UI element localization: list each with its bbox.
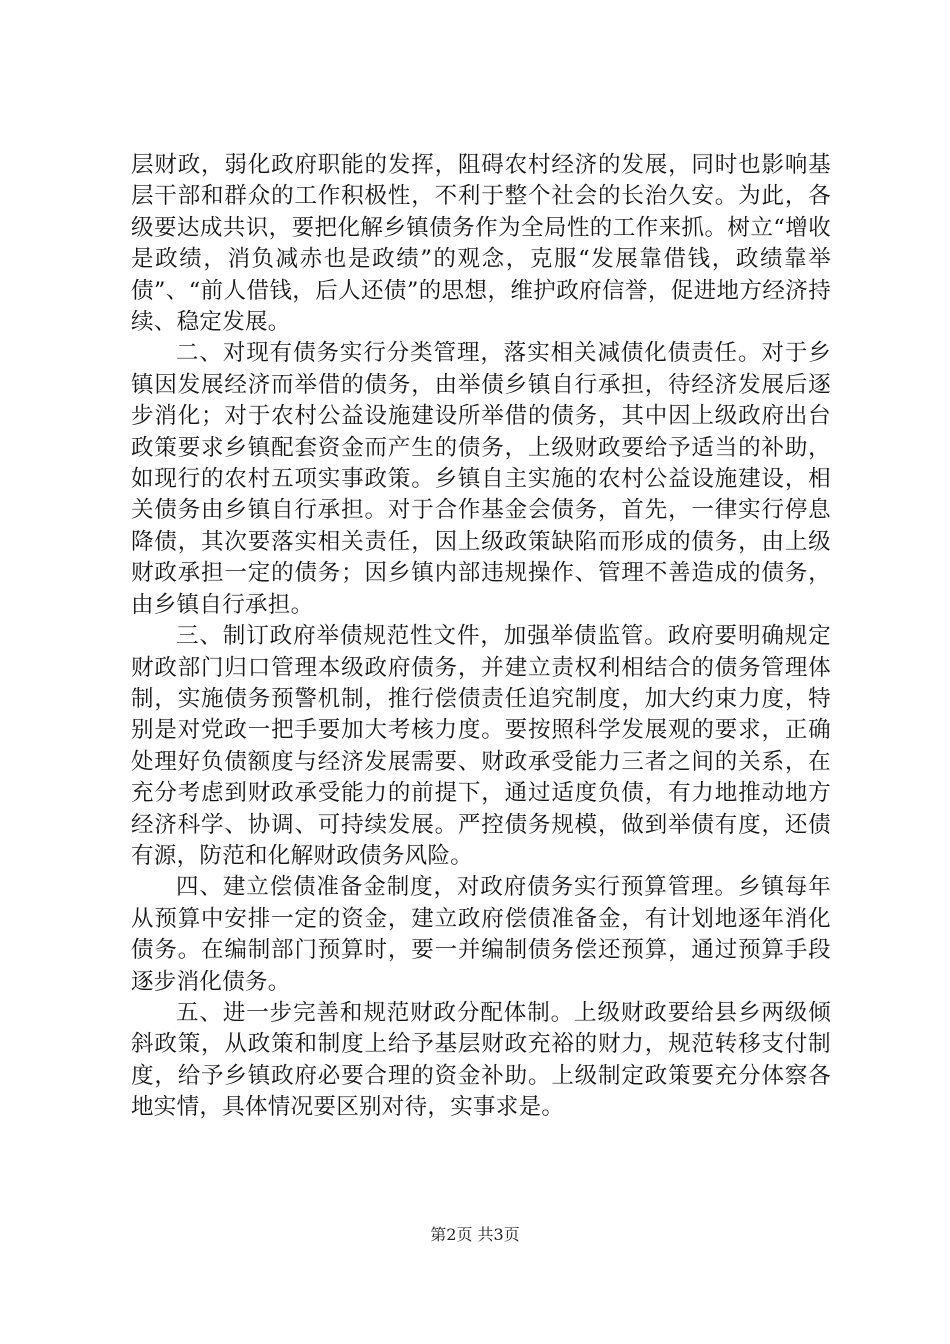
paragraph-section-4: 四、建立偿债准备金制度，对政府债务实行预算管理。乡镇每年从预算中安排一定的资金，建立政府偿债准备金，有计划地逐年消化债务。在编制部门预算时，要一并编制债务偿还预算，通过预算手段逐步消化债务。 <box>131 874 831 995</box>
paragraph-section-2: 二、对现有债务实行分类管理，落实相关减债化债责任。对于乡镇因发展经济而举借的债务，由举债乡镇自行承担，待经济发展后逐步消化；对于农村公益设施建设所举借的债务，其中因上级政府出台政策要求乡镇配套资金而产生的债务，上级财政要给予适当的补助，如现行的农村五项实事政策。乡镇自主实施的农村公益设施建设，相关债务由乡镇自行承担。对于合作基金会债务，首先，一律实行停息降债，其次要落实相关责任，因上级政策缺陷而形成的债务，由上级财政承担一定的债务；因乡镇内部违规操作、管理不善造成的债务，由乡镇自行承担。 <box>131 340 831 618</box>
paragraph-section-5: 五、进一步完善和规范财政分配体制。上级财政要给县乡两级倾斜政策，从政策和制度上给予基层财政充裕的财力，规范转移支付制度，给予乡镇政府必要合理的资金补助。上级制定政策要充分体察各地实情，具体情况要区别对待，实事求是。 <box>131 999 831 1121</box>
paragraph-continuation: 层财政，弱化政府职能的发挥，阻碍农村经济的发展，同时也影响基层干部和群众的工作积极性，不利于整个社会的长治久安。为此，各级要达成共识，要把化解乡镇债务作为全局性的工作来抓。树立“增收是政绩，消负减赤也是政绩”的观念，克服“发展靠借钱，政绩靠举债”、“前人借钱，后人还债”的思想，维护政府信誉，促进地方经济持续、稳定发展。 <box>131 152 831 336</box>
document-body <box>131 150 831 1124</box>
paragraph-section-3: 三、制订政府举债规范性文件，加强举债监管。政府要明确规定财政部门归口管理本级政府债务，并建立责权利相结合的债务管理体制，实施债务预警机制，推行偿债责任追究制度，加大约束力度，特别是对党政一把手要加大考核力度。要按照科学发展观的要求，正确处理好负债额度与经济发展需要、财政承受能力三者之间的关系，在充分考虑到财政承受能力的前提下，通过适度负债，有力地推动地方经济科学、协调、可持续发展。严控债务规模，做到举债有度，还债有源，防范和化解财政债务风险。 <box>131 623 831 869</box>
page-footer: 第2页 共3页 <box>430 1225 520 1244</box>
